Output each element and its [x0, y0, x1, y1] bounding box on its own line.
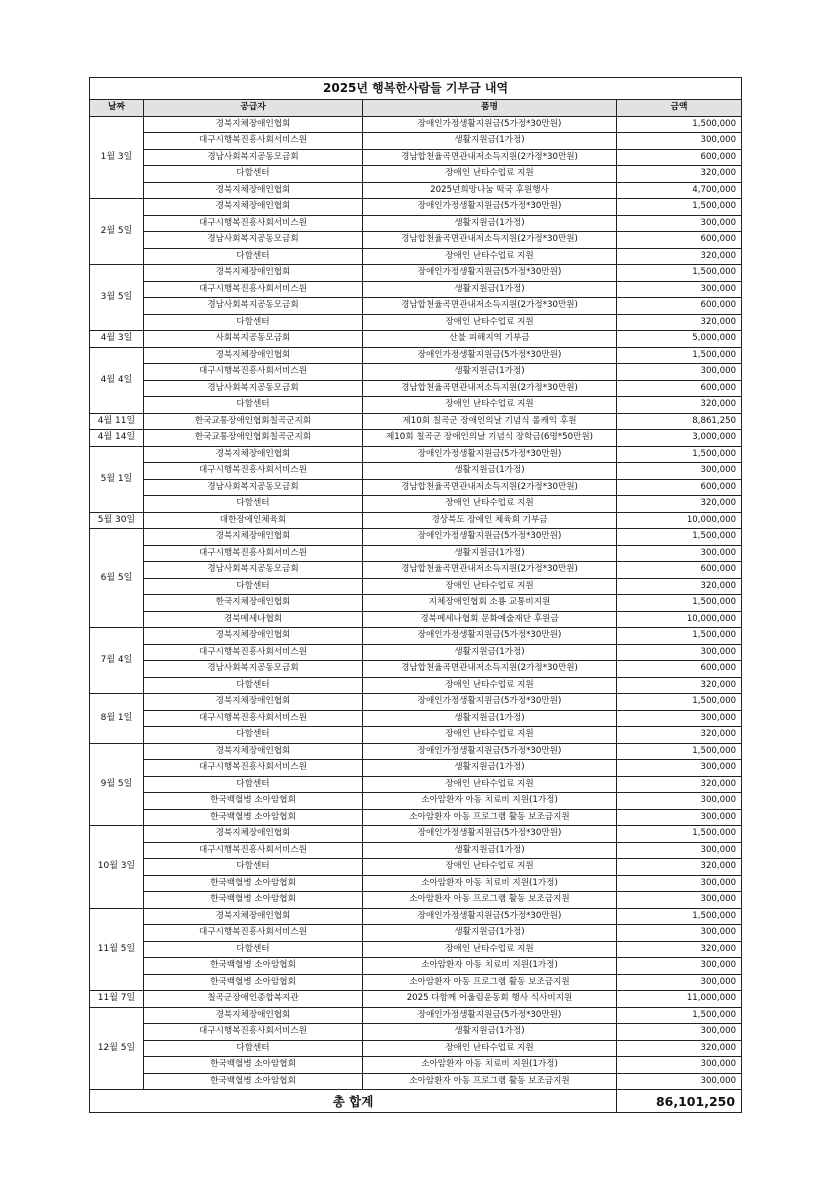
amount-cell: 600,000 [617, 562, 742, 579]
supplier-cell: 한국백혈병 소아암협회 [144, 1057, 363, 1074]
item-cell: 장애인가정생활지원금(5가정*30만원) [363, 908, 617, 925]
item-cell: 생활지원금(1가정) [363, 463, 617, 480]
supplier-cell: 한국백혈병 소아암협회 [144, 875, 363, 892]
item-cell: 지체장애인협회 소룡 교통비지원 [363, 595, 617, 612]
table-row [90, 974, 742, 991]
table-row [90, 545, 742, 562]
amount-cell: 300,000 [617, 710, 742, 727]
supplier-cell: 대한장애인체육회 [144, 512, 363, 529]
supplier-cell: 대구시행복진흥사회서비스원 [144, 215, 363, 232]
amount-cell: 320,000 [617, 248, 742, 265]
item-cell: 소아암환자 아동 프로그램 활동 보조금지원 [363, 892, 617, 909]
amount-cell: 320,000 [617, 578, 742, 595]
date-cell: 6월 5일 [90, 529, 144, 628]
amount-cell: 10,000,000 [617, 611, 742, 628]
supplier-cell: 다함센터 [144, 397, 363, 414]
item-cell: 소아암환자 아동 프로그램 활동 보조금지원 [363, 1073, 617, 1090]
table-row [90, 380, 742, 397]
item-cell: 경남합천율곡면관내저소득지원(2가정*30만원) [363, 479, 617, 496]
total-label: 총 합계 [90, 1090, 617, 1113]
amount-cell: 320,000 [617, 397, 742, 414]
item-cell: 장애인 난타수업료 지원 [363, 166, 617, 183]
item-cell: 생활지원금(1가정) [363, 545, 617, 562]
table-row [90, 677, 742, 694]
date-cell: 8월 1일 [90, 694, 144, 744]
item-cell: 생활지원금(1가정) [363, 842, 617, 859]
date-cell: 3월 5일 [90, 265, 144, 331]
date-cell: 5월 1일 [90, 446, 144, 512]
table-row [90, 446, 742, 463]
table-row [90, 364, 742, 381]
date-cell: 12월 5일 [90, 1007, 144, 1090]
date-cell: 10월 3일 [90, 826, 144, 909]
table-row [90, 793, 742, 810]
item-cell: 생활지원금(1가정) [363, 1024, 617, 1041]
amount-cell: 1,500,000 [617, 446, 742, 463]
supplier-cell: 경북지체장애인협회 [144, 743, 363, 760]
total-row [90, 1090, 742, 1113]
item-cell: 산불 피해지역 기부금 [363, 331, 617, 348]
item-cell: 소아암환자 아동 프로그램 활동 보조금지원 [363, 974, 617, 991]
supplier-cell: 한국백혈병 소아암협회 [144, 1073, 363, 1090]
date-cell: 5월 30일 [90, 512, 144, 529]
supplier-cell: 한국교통장애인협회칠곡군지회 [144, 413, 363, 430]
supplier-cell: 경북지체장애인협회 [144, 116, 363, 133]
table-row [90, 611, 742, 628]
item-cell: 제10회 칠곡군 장애인의날 기념식 장학금(6명*50만원) [363, 430, 617, 447]
supplier-cell: 경남사회복지공동모금회 [144, 298, 363, 315]
supplier-cell: 경북지체장애인협회 [144, 529, 363, 546]
table-row [90, 529, 742, 546]
table-row [90, 149, 742, 166]
amount-cell: 320,000 [617, 859, 742, 876]
header-supplier: 공급자 [144, 100, 363, 117]
supplier-cell: 경남사회복지공동모금회 [144, 380, 363, 397]
table-row [90, 809, 742, 826]
table-row [90, 166, 742, 183]
amount-cell: 11,000,000 [617, 991, 742, 1008]
table-row [90, 1024, 742, 1041]
supplier-cell: 경북지체장애인협회 [144, 1007, 363, 1024]
table-row [90, 1007, 742, 1024]
table-row [90, 859, 742, 876]
supplier-cell: 사회복지공동모금회 [144, 331, 363, 348]
table-row [90, 479, 742, 496]
item-cell: 경남합천율곡면관내저소득지원(2가정*30만원) [363, 232, 617, 249]
amount-cell: 300,000 [617, 925, 742, 942]
amount-cell: 320,000 [617, 496, 742, 513]
supplier-cell: 경북지체장애인협회 [144, 694, 363, 711]
supplier-cell: 대구시행복진흥사회서비스원 [144, 364, 363, 381]
table-row [90, 133, 742, 150]
date-cell: 2월 5일 [90, 199, 144, 265]
amount-cell: 600,000 [617, 232, 742, 249]
supplier-cell: 대구시행복진흥사회서비스원 [144, 842, 363, 859]
amount-cell: 1,500,000 [617, 116, 742, 133]
amount-cell: 320,000 [617, 314, 742, 331]
item-cell: 장애인 난타수업료 지원 [363, 1040, 617, 1057]
table-row [90, 595, 742, 612]
table-row [90, 463, 742, 480]
header-date: 날짜 [90, 100, 144, 117]
supplier-cell: 경북지체장애인협회 [144, 628, 363, 645]
table-row [90, 710, 742, 727]
item-cell: 장애인가정생활지원금(5가정*30만원) [363, 265, 617, 282]
supplier-cell: 대구시행복진흥사회서비스원 [144, 760, 363, 777]
table-row [90, 430, 742, 447]
amount-cell: 1,500,000 [617, 529, 742, 546]
table-body [90, 116, 742, 1090]
amount-cell: 8,861,250 [617, 413, 742, 430]
item-cell: 장애인 난타수업료 지원 [363, 578, 617, 595]
table-row [90, 1073, 742, 1090]
table-row [90, 908, 742, 925]
supplier-cell: 다함센터 [144, 677, 363, 694]
table-row [90, 743, 742, 760]
header-amount: 금액 [617, 100, 742, 117]
date-cell: 7월 4일 [90, 628, 144, 694]
table-row [90, 644, 742, 661]
item-cell: 장애인가정생활지원금(5가정*30만원) [363, 694, 617, 711]
item-cell: 경남합천율곡면관내저소득지원(2가정*30만원) [363, 661, 617, 678]
supplier-cell: 경남사회복지공동모금회 [144, 661, 363, 678]
supplier-cell: 대구시행복진흥사회서비스원 [144, 545, 363, 562]
amount-cell: 300,000 [617, 760, 742, 777]
table-row [90, 331, 742, 348]
supplier-cell: 한국교통장애인협회칠곡군지회 [144, 430, 363, 447]
amount-cell: 320,000 [617, 776, 742, 793]
amount-cell: 1,500,000 [617, 265, 742, 282]
supplier-cell: 한국백혈병 소아암협회 [144, 809, 363, 826]
item-cell: 장애인 난타수업료 지원 [363, 859, 617, 876]
table-row [90, 347, 742, 364]
amount-cell: 3,000,000 [617, 430, 742, 447]
item-cell: 생활지원금(1가정) [363, 760, 617, 777]
supplier-cell: 대구시행복진흥사회서비스원 [144, 710, 363, 727]
table-row [90, 562, 742, 579]
table-row [90, 925, 742, 942]
table-row [90, 281, 742, 298]
item-cell: 생활지원금(1가정) [363, 644, 617, 661]
supplier-cell: 다함센터 [144, 578, 363, 595]
item-cell: 경남합천율곡면관내저소득지원(2가정*30만원) [363, 380, 617, 397]
page-title: 2025년 행복한사람들 기부금 내역 [90, 78, 742, 100]
table-row [90, 826, 742, 843]
item-cell: 장애인 난타수업료 지원 [363, 941, 617, 958]
item-cell: 생활지원금(1가정) [363, 215, 617, 232]
item-cell: 장애인 난타수업료 지원 [363, 727, 617, 744]
item-cell: 생활지원금(1가정) [363, 281, 617, 298]
amount-cell: 1,500,000 [617, 595, 742, 612]
table-row [90, 661, 742, 678]
item-cell: 경남합천율곡면관내저소득지원(2가정*30만원) [363, 298, 617, 315]
table-row [90, 941, 742, 958]
amount-cell: 1,500,000 [617, 743, 742, 760]
supplier-cell: 대구시행복진흥사회서비스원 [144, 281, 363, 298]
table-row [90, 232, 742, 249]
amount-cell: 300,000 [617, 809, 742, 826]
amount-cell: 4,700,000 [617, 182, 742, 199]
amount-cell: 5,000,000 [617, 331, 742, 348]
item-cell: 장애인가정생활지원금(5가정*30만원) [363, 826, 617, 843]
amount-cell: 1,500,000 [617, 1007, 742, 1024]
amount-cell: 300,000 [617, 875, 742, 892]
item-cell: 장애인가정생활지원금(5가정*30만원) [363, 347, 617, 364]
supplier-cell: 대구시행복진흥사회서비스원 [144, 1024, 363, 1041]
amount-cell: 300,000 [617, 463, 742, 480]
supplier-cell: 경남사회복지공동모금회 [144, 562, 363, 579]
supplier-cell: 다함센터 [144, 1040, 363, 1057]
table-row [90, 776, 742, 793]
table-row [90, 958, 742, 975]
supplier-cell: 경북지체장애인협회 [144, 347, 363, 364]
donation-table [89, 77, 742, 1113]
table-row [90, 413, 742, 430]
amount-cell: 320,000 [617, 727, 742, 744]
supplier-cell: 경남사회복지공동모금회 [144, 232, 363, 249]
table-row [90, 760, 742, 777]
amount-cell: 300,000 [617, 793, 742, 810]
table-row [90, 512, 742, 529]
amount-cell: 300,000 [617, 215, 742, 232]
table-row [90, 578, 742, 595]
date-cell: 4월 3일 [90, 331, 144, 348]
table-row [90, 397, 742, 414]
amount-cell: 600,000 [617, 479, 742, 496]
supplier-cell: 다함센터 [144, 727, 363, 744]
item-cell: 장애인 난타수업료 지원 [363, 248, 617, 265]
item-cell: 장애인 난타수업료 지원 [363, 314, 617, 331]
table-row [90, 116, 742, 133]
table-row [90, 314, 742, 331]
amount-cell: 300,000 [617, 1024, 742, 1041]
amount-cell: 300,000 [617, 364, 742, 381]
item-cell: 소아암환자 아동 프로그램 활동 보조금지원 [363, 809, 617, 826]
supplier-cell: 한국백혈병 소아암협회 [144, 793, 363, 810]
amount-cell: 10,000,000 [617, 512, 742, 529]
amount-cell: 300,000 [617, 974, 742, 991]
item-cell: 장애인가정생활지원금(5가정*30만원) [363, 628, 617, 645]
table-row [90, 892, 742, 909]
item-cell: 장애인 난타수업료 지원 [363, 776, 617, 793]
item-cell: 장애인가정생활지원금(5가정*30만원) [363, 1007, 617, 1024]
item-cell: 장애인가정생활지원금(5가정*30만원) [363, 529, 617, 546]
amount-cell: 1,500,000 [617, 826, 742, 843]
table-row [90, 298, 742, 315]
amount-cell: 320,000 [617, 1040, 742, 1057]
date-cell: 4월 11일 [90, 413, 144, 430]
item-cell: 소아암환자 아동 치료비 지원(1가정) [363, 1057, 617, 1074]
amount-cell: 300,000 [617, 1057, 742, 1074]
supplier-cell: 칠곡군장애인종합복지관 [144, 991, 363, 1008]
table-row [90, 265, 742, 282]
item-cell: 경북메세나협회 문화예술재단 후원금 [363, 611, 617, 628]
supplier-cell: 다함센터 [144, 859, 363, 876]
amount-cell: 300,000 [617, 281, 742, 298]
item-cell: 생활지원금(1가정) [363, 925, 617, 942]
supplier-cell: 다함센터 [144, 248, 363, 265]
supplier-cell: 경남사회복지공동모금회 [144, 149, 363, 166]
amount-cell: 600,000 [617, 298, 742, 315]
date-cell: 1월 3일 [90, 116, 144, 199]
date-cell: 11월 7일 [90, 991, 144, 1008]
amount-cell: 300,000 [617, 892, 742, 909]
table-row [90, 1040, 742, 1057]
table-row [90, 727, 742, 744]
item-cell: 생활지원금(1가정) [363, 710, 617, 727]
amount-cell: 320,000 [617, 941, 742, 958]
supplier-cell: 경북지체장애인협회 [144, 446, 363, 463]
supplier-cell: 대구시행복진흥사회서비스원 [144, 463, 363, 480]
table-row [90, 215, 742, 232]
header-item: 품명 [363, 100, 617, 117]
table-row [90, 199, 742, 216]
item-cell: 장애인가정생활지원금(5가정*30만원) [363, 116, 617, 133]
item-cell: 2025 다함께 어울림운동회 행사 식사비지원 [363, 991, 617, 1008]
table-row [90, 1057, 742, 1074]
item-cell: 생활지원금(1가정) [363, 133, 617, 150]
supplier-cell: 대구시행복진흥사회서비스원 [144, 133, 363, 150]
supplier-cell: 한국지체장애인협회 [144, 595, 363, 612]
supplier-cell: 경북지체장애인협회 [144, 265, 363, 282]
amount-cell: 300,000 [617, 958, 742, 975]
amount-cell: 320,000 [617, 166, 742, 183]
item-cell: 경남합천율곡면관내저소득지원(2가정*30만원) [363, 149, 617, 166]
supplier-cell: 경북지체장애인협회 [144, 908, 363, 925]
supplier-cell: 대구시행복진흥사회서비스원 [144, 925, 363, 942]
supplier-cell: 다함센터 [144, 166, 363, 183]
table-row [90, 248, 742, 265]
item-cell: 장애인 난타수업료 지원 [363, 496, 617, 513]
amount-cell: 300,000 [617, 133, 742, 150]
date-cell: 4월 4일 [90, 347, 144, 413]
item-cell: 장애인가정생활지원금(5가정*30만원) [363, 446, 617, 463]
table-row [90, 991, 742, 1008]
item-cell: 장애인 난타수업료 지원 [363, 677, 617, 694]
supplier-cell: 경북지체장애인협회 [144, 826, 363, 843]
amount-cell: 1,500,000 [617, 694, 742, 711]
table-row [90, 842, 742, 859]
item-cell: 소아암환자 아동 치료비 지원(1가정) [363, 875, 617, 892]
total-amount: 86,101,250 [617, 1090, 742, 1113]
supplier-cell: 다함센터 [144, 776, 363, 793]
amount-cell: 320,000 [617, 677, 742, 694]
header-row [90, 100, 742, 117]
item-cell: 장애인가정생활지원금(5가정*30만원) [363, 199, 617, 216]
table-row [90, 628, 742, 645]
item-cell: 장애인가정생활지원금(5가정*30만원) [363, 743, 617, 760]
date-cell: 4월 14일 [90, 430, 144, 447]
amount-cell: 600,000 [617, 380, 742, 397]
amount-cell: 300,000 [617, 1073, 742, 1090]
amount-cell: 300,000 [617, 842, 742, 859]
amount-cell: 600,000 [617, 661, 742, 678]
date-cell: 11월 5일 [90, 908, 144, 991]
amount-cell: 300,000 [617, 644, 742, 661]
table-row [90, 182, 742, 199]
table-row [90, 496, 742, 513]
item-cell: 소아암환자 아동 치료비 지원(1가정) [363, 958, 617, 975]
amount-cell: 300,000 [617, 545, 742, 562]
supplier-cell: 경북지체장애인협회 [144, 199, 363, 216]
table-row [90, 875, 742, 892]
amount-cell: 1,500,000 [617, 628, 742, 645]
item-cell: 제10회 칠곡군 장애인의날 기념식 롤케익 후원 [363, 413, 617, 430]
supplier-cell: 다함센터 [144, 941, 363, 958]
supplier-cell: 한국백혈병 소아암협회 [144, 892, 363, 909]
item-cell: 2025년희망나눔 떡국 후원행사 [363, 182, 617, 199]
amount-cell: 1,500,000 [617, 347, 742, 364]
item-cell: 소아암환자 아동 치료비 지원(1가정) [363, 793, 617, 810]
supplier-cell: 다함센터 [144, 314, 363, 331]
supplier-cell: 경북메세나협회 [144, 611, 363, 628]
amount-cell: 1,500,000 [617, 199, 742, 216]
supplier-cell: 한국백혈병 소아암협회 [144, 974, 363, 991]
supplier-cell: 대구시행복진흥사회서비스원 [144, 644, 363, 661]
item-cell: 생활지원금(1가정) [363, 364, 617, 381]
supplier-cell: 경북지체장애인협회 [144, 182, 363, 199]
supplier-cell: 경남사회복지공동모금회 [144, 479, 363, 496]
table-row [90, 694, 742, 711]
supplier-cell: 다함센터 [144, 496, 363, 513]
amount-cell: 1,500,000 [617, 908, 742, 925]
item-cell: 장애인 난타수업료 지원 [363, 397, 617, 414]
amount-cell: 600,000 [617, 149, 742, 166]
date-cell: 9월 5일 [90, 743, 144, 826]
item-cell: 경상북도 장애인 체육회 기부금 [363, 512, 617, 529]
item-cell: 경남합천율곡면관내저소득지원(2가정*30만원) [363, 562, 617, 579]
supplier-cell: 한국백혈병 소아암협회 [144, 958, 363, 975]
